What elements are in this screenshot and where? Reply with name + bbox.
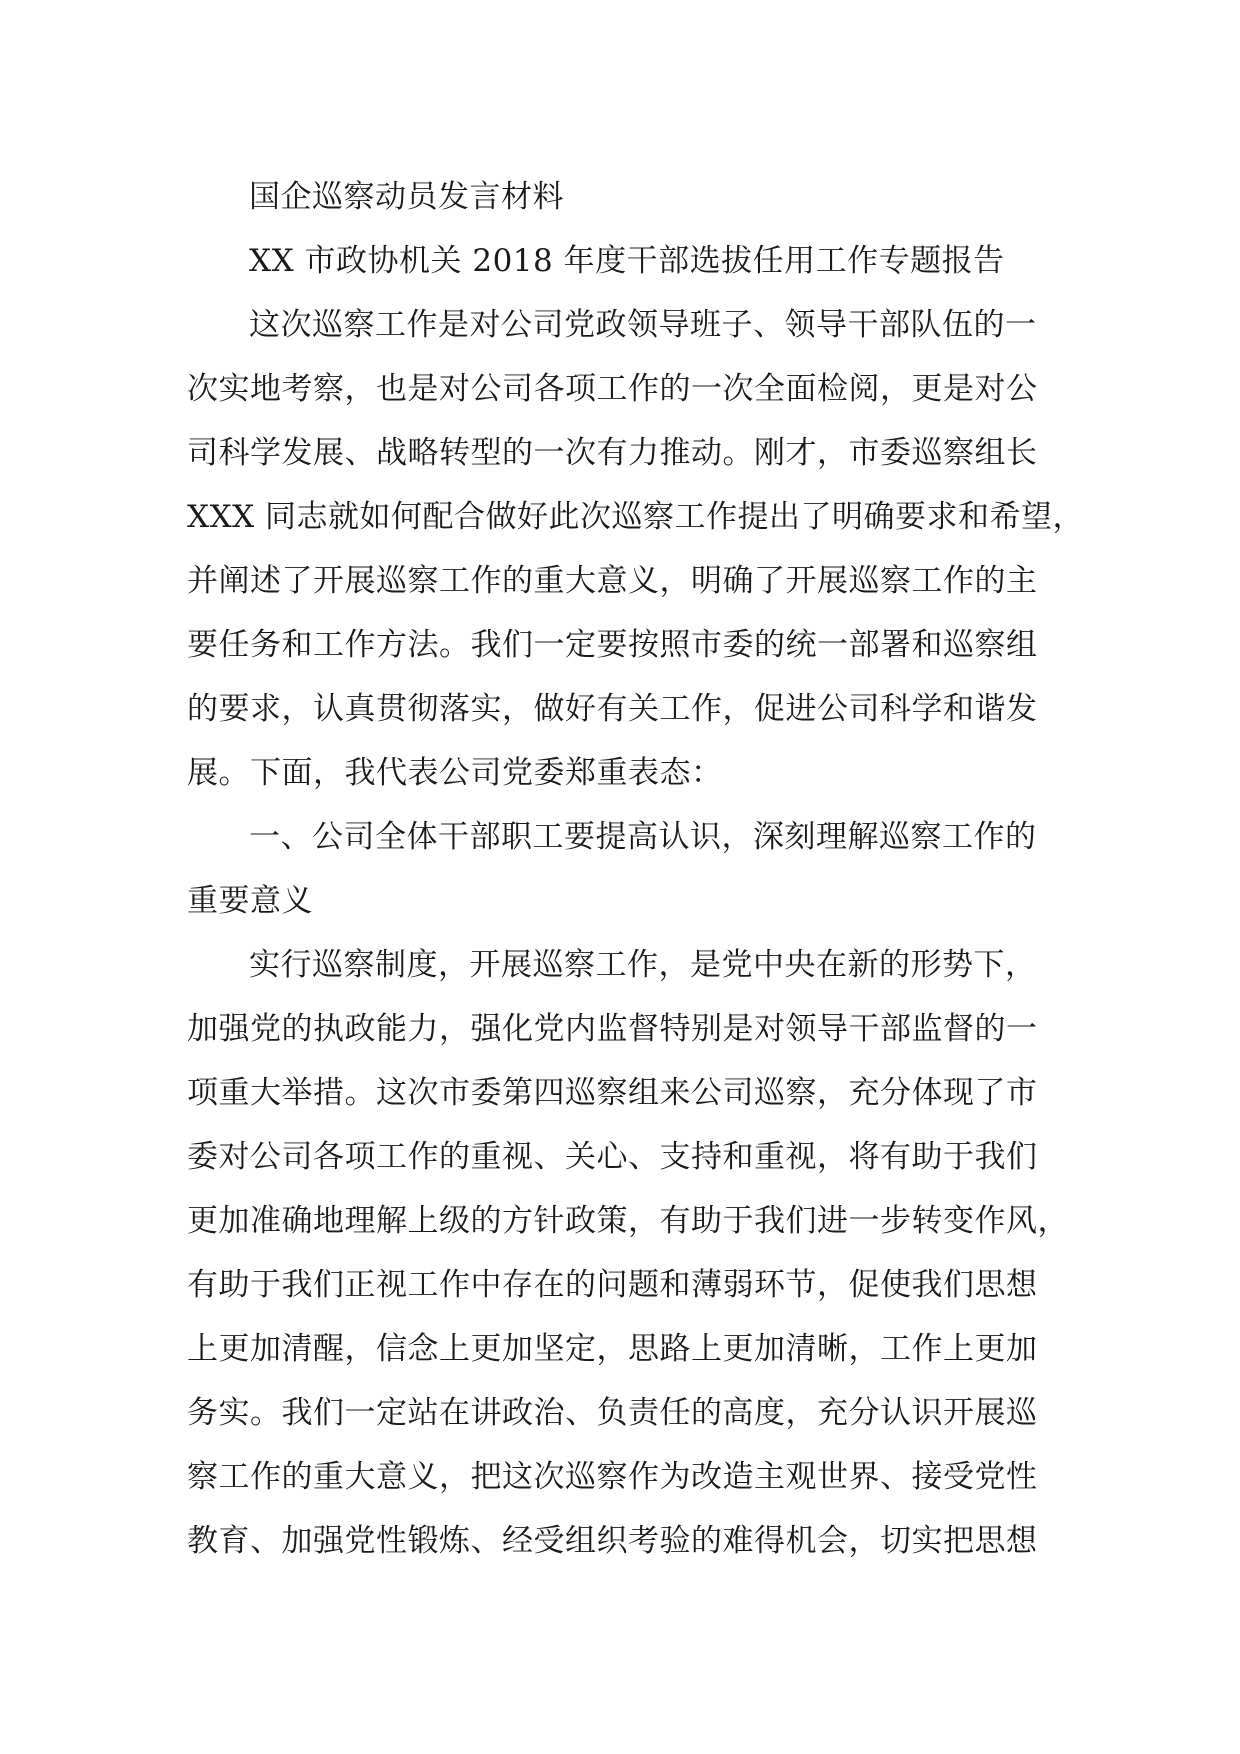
document-title: 国企巡察动员发言材料: [249, 179, 564, 215]
paragraph-2-line: 上更加清醒，信念上更加坚定，思路上更加清晰，工作上更加: [187, 1331, 1038, 1367]
paragraph-1-line: 并阐述了开展巡察工作的重大意义，明确了开展巡察工作的主: [187, 563, 1038, 599]
paragraph-1-line: 这次巡察工作是对公司党政领导班子、领导干部队伍的一: [249, 307, 1037, 343]
section-heading-1: 一、公司全体干部职工要提高认识，深刻理解巡察工作的: [249, 819, 1037, 855]
paragraph-1-line: 要任务和工作方法。我们一定要按照市委的统一部署和巡察组: [187, 627, 1038, 663]
paragraph-2-line: 务实。我们一定站在讲政治、负责任的高度，充分认识开展巡: [187, 1395, 1038, 1431]
paragraph-2-line: 项重大举措。这次市委第四巡察组来公司巡察，充分体现了市: [187, 1075, 1038, 1111]
paragraph-2-line: 教育、加强党性锻炼、经受组织考验的难得机会，切实把思想: [187, 1523, 1038, 1559]
paragraph-2-line: 察工作的重大意义，把这次巡察作为改造主观世界、接受党性: [187, 1459, 1038, 1495]
paragraph-2-line: 有助于我们正视工作中存在的问题和薄弱环节，促使我们思想: [187, 1267, 1038, 1303]
document-subtitle: XX 市政协机关 2018 年度干部选拔任用工作专题报告: [249, 243, 1005, 279]
paragraph-2-line: 委对公司各项工作的重视、关心、支持和重视，将有助于我们: [187, 1139, 1038, 1175]
section-heading-1: 重要意义: [187, 883, 313, 919]
paragraph-2-line: 实行巡察制度，开展巡察工作，是党中央在新的形势下，: [249, 947, 1037, 983]
paragraph-1-line: XXX 同志就如何配合做好此次巡察工作提出了明确要求和希望，: [187, 499, 1085, 535]
paragraph-1-line: 次实地考察，也是对公司各项工作的一次全面检阅，更是对公: [187, 371, 1038, 407]
paragraph-2-line: 加强党的执政能力，强化党内监督特别是对领导干部监督的一: [187, 1011, 1038, 1047]
paragraph-1-line: 的要求，认真贯彻落实，做好有关工作，促进公司科学和谐发: [187, 691, 1038, 727]
paragraph-2-line: 更加准确地理解上级的方针政策，有助于我们进一步转变作风，: [187, 1203, 1069, 1239]
paragraph-1-line: 展。下面，我代表公司党委郑重表态：: [187, 755, 723, 791]
paragraph-1-line: 司科学发展、战略转型的一次有力推动。刚才，市委巡察组长: [187, 435, 1038, 471]
